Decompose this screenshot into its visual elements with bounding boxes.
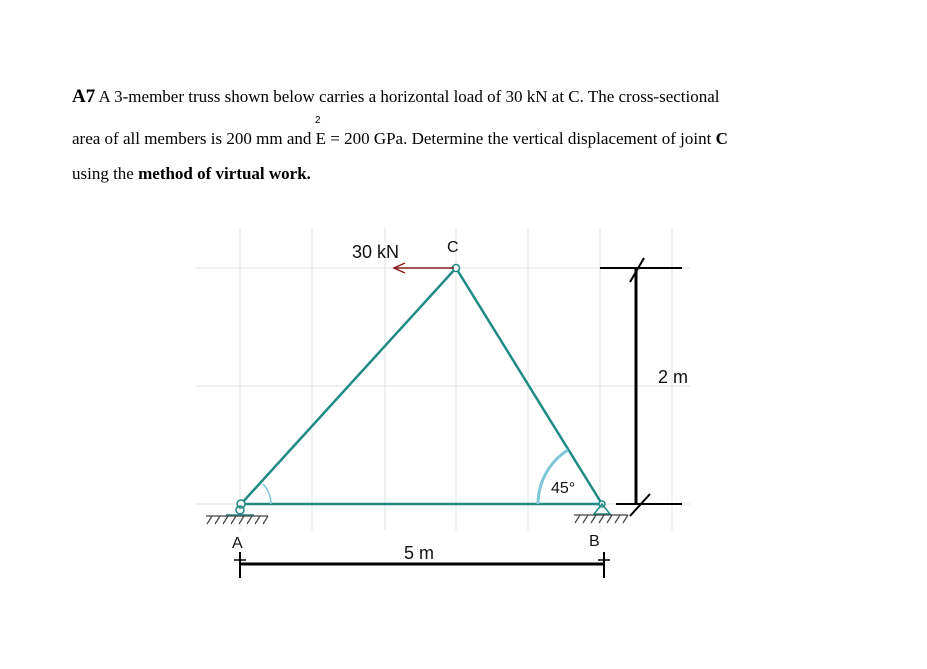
load-label: 30 kN (352, 242, 400, 262)
angle-label: 45° (551, 480, 576, 497)
background-grid (196, 228, 690, 530)
node-a-label: A (232, 535, 243, 552)
span-label: 5 m (404, 543, 435, 563)
node-b-label: B (589, 533, 600, 550)
height-label: 2 m (658, 367, 689, 387)
height-dimension (600, 258, 682, 516)
ground-hatch-b (574, 515, 628, 523)
ground-hatch-a (206, 516, 268, 524)
problem-text-3a: using the (72, 164, 139, 183)
joint-c-bold: C (715, 129, 728, 148)
angle-arc-a (263, 484, 271, 504)
question-number: A7 (72, 86, 96, 107)
problem-text-2a: area of all members is 200 mm (72, 129, 283, 148)
load-arrow (394, 263, 454, 273)
node-c-label: C (447, 239, 459, 256)
problem-text-2b: and E = 200 GPa. Determine the vertical displacement of joint (282, 129, 716, 148)
area-exponent: 2 (315, 115, 321, 126)
method-bold: method of virtual work. (138, 164, 311, 183)
problem-text-1: A 3-member truss shown below carries a horizontal load of 30 kN at C. The cross-sectional (95, 87, 720, 106)
